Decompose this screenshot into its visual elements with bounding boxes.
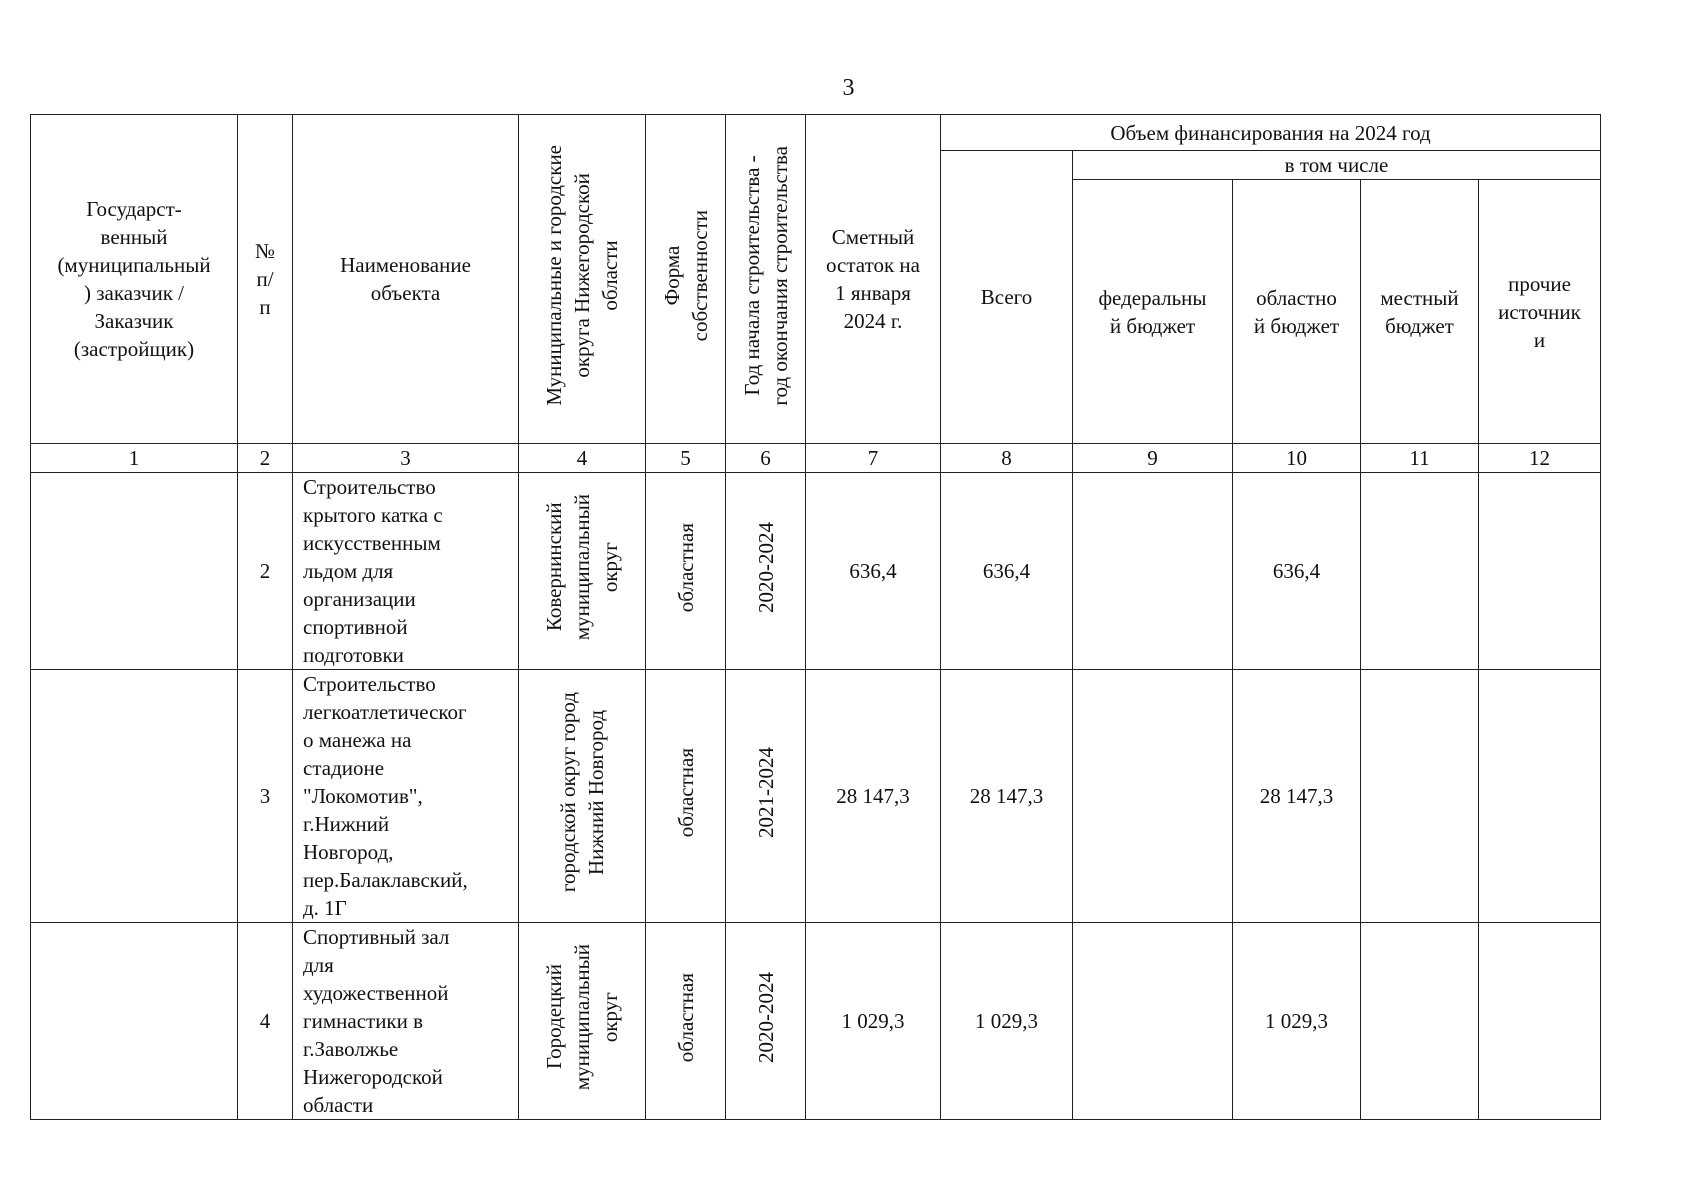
- balance-cell: 1 029,3: [806, 923, 941, 1120]
- municipality-cell: Ковернинский муниципальный округ: [519, 473, 646, 670]
- column-number: 3: [293, 444, 519, 473]
- column-number: 10: [1233, 444, 1361, 473]
- customer-cell: [31, 473, 238, 670]
- municipality-cell: городской округ город Нижний Новгород: [519, 670, 646, 923]
- financing-table: [30, 114, 1601, 1120]
- other-cell: [1479, 923, 1601, 1120]
- balance-cell: 636,4: [806, 473, 941, 670]
- local-cell: [1361, 473, 1479, 670]
- regional-cell: 636,4: [1233, 473, 1361, 670]
- header-federal: федеральны й бюджет: [1073, 180, 1233, 444]
- years-cell: 2021-2024: [726, 670, 806, 923]
- federal-cell: [1073, 923, 1233, 1120]
- column-number: 12: [1479, 444, 1601, 473]
- header-municipality: Муниципальные и городские округа Нижегородской области: [519, 115, 646, 444]
- column-number: 7: [806, 444, 941, 473]
- ownership-cell: областная: [646, 473, 726, 670]
- customer-cell: [31, 923, 238, 1120]
- other-cell: [1479, 670, 1601, 923]
- table-row: [31, 473, 1601, 670]
- object-name-cell: Спортивный зал для художественной гимнастики в г.Заволжье Нижегородской области: [293, 923, 519, 1120]
- customer-cell: [31, 670, 238, 923]
- header-number: № п/ п: [238, 115, 293, 444]
- header-years: Год начала строительства - год окончания строительства: [726, 115, 806, 444]
- ownership-cell: областная: [646, 670, 726, 923]
- local-cell: [1361, 670, 1479, 923]
- balance-cell: 28 147,3: [806, 670, 941, 923]
- federal-cell: [1073, 473, 1233, 670]
- object-name-cell: Строительство легкоатлетическог о манежа на стадионе "Локомотив", г.Нижний Новгород, пер.Балаклавский, д. 1Г: [293, 670, 519, 923]
- regional-cell: 1 029,3: [1233, 923, 1361, 1120]
- column-number: 1: [31, 444, 238, 473]
- column-number: 9: [1073, 444, 1233, 473]
- local-cell: [1361, 923, 1479, 1120]
- column-number: 2: [238, 444, 293, 473]
- regional-cell: 28 147,3: [1233, 670, 1361, 923]
- number-cell: 3: [238, 670, 293, 923]
- header-other: прочие источник и: [1479, 180, 1601, 444]
- header-balance: Сметный остаток на 1 января 2024 г.: [806, 115, 941, 444]
- header-local: местный бюджет: [1361, 180, 1479, 444]
- other-cell: [1479, 473, 1601, 670]
- number-cell: 2: [238, 473, 293, 670]
- number-cell: 4: [238, 923, 293, 1120]
- object-name-cell: Строительство крытого катка с искусственным льдом для организации спортивной подготовки: [293, 473, 519, 670]
- column-number: 4: [519, 444, 646, 473]
- total-cell: 636,4: [941, 473, 1073, 670]
- column-number: 8: [941, 444, 1073, 473]
- header-financing: Объем финансирования на 2024 год: [941, 115, 1601, 151]
- header-regional: областно й бюджет: [1233, 180, 1361, 444]
- header-including: в том числе: [1073, 151, 1601, 180]
- column-number: 5: [646, 444, 726, 473]
- column-number: 11: [1361, 444, 1479, 473]
- federal-cell: [1073, 670, 1233, 923]
- page-number: 3: [842, 75, 855, 101]
- table-row: [31, 923, 1601, 1120]
- total-cell: 28 147,3: [941, 670, 1073, 923]
- header-customer: Государст- венный (муниципальный ) заказчик / Заказчик (застройщик): [31, 115, 238, 444]
- municipality-cell: Городецкий муниципальный округ: [519, 923, 646, 1120]
- ownership-cell: областная: [646, 923, 726, 1120]
- header-total: Всего: [941, 151, 1073, 444]
- header-ownership: Форма собственности: [646, 115, 726, 444]
- table-row: [31, 670, 1601, 923]
- header-object-name: Наименование объекта: [293, 115, 519, 444]
- years-cell: 2020-2024: [726, 923, 806, 1120]
- column-number: 6: [726, 444, 806, 473]
- total-cell: 1 029,3: [941, 923, 1073, 1120]
- column-numbers-row: [31, 444, 1601, 473]
- years-cell: 2020-2024: [726, 473, 806, 670]
